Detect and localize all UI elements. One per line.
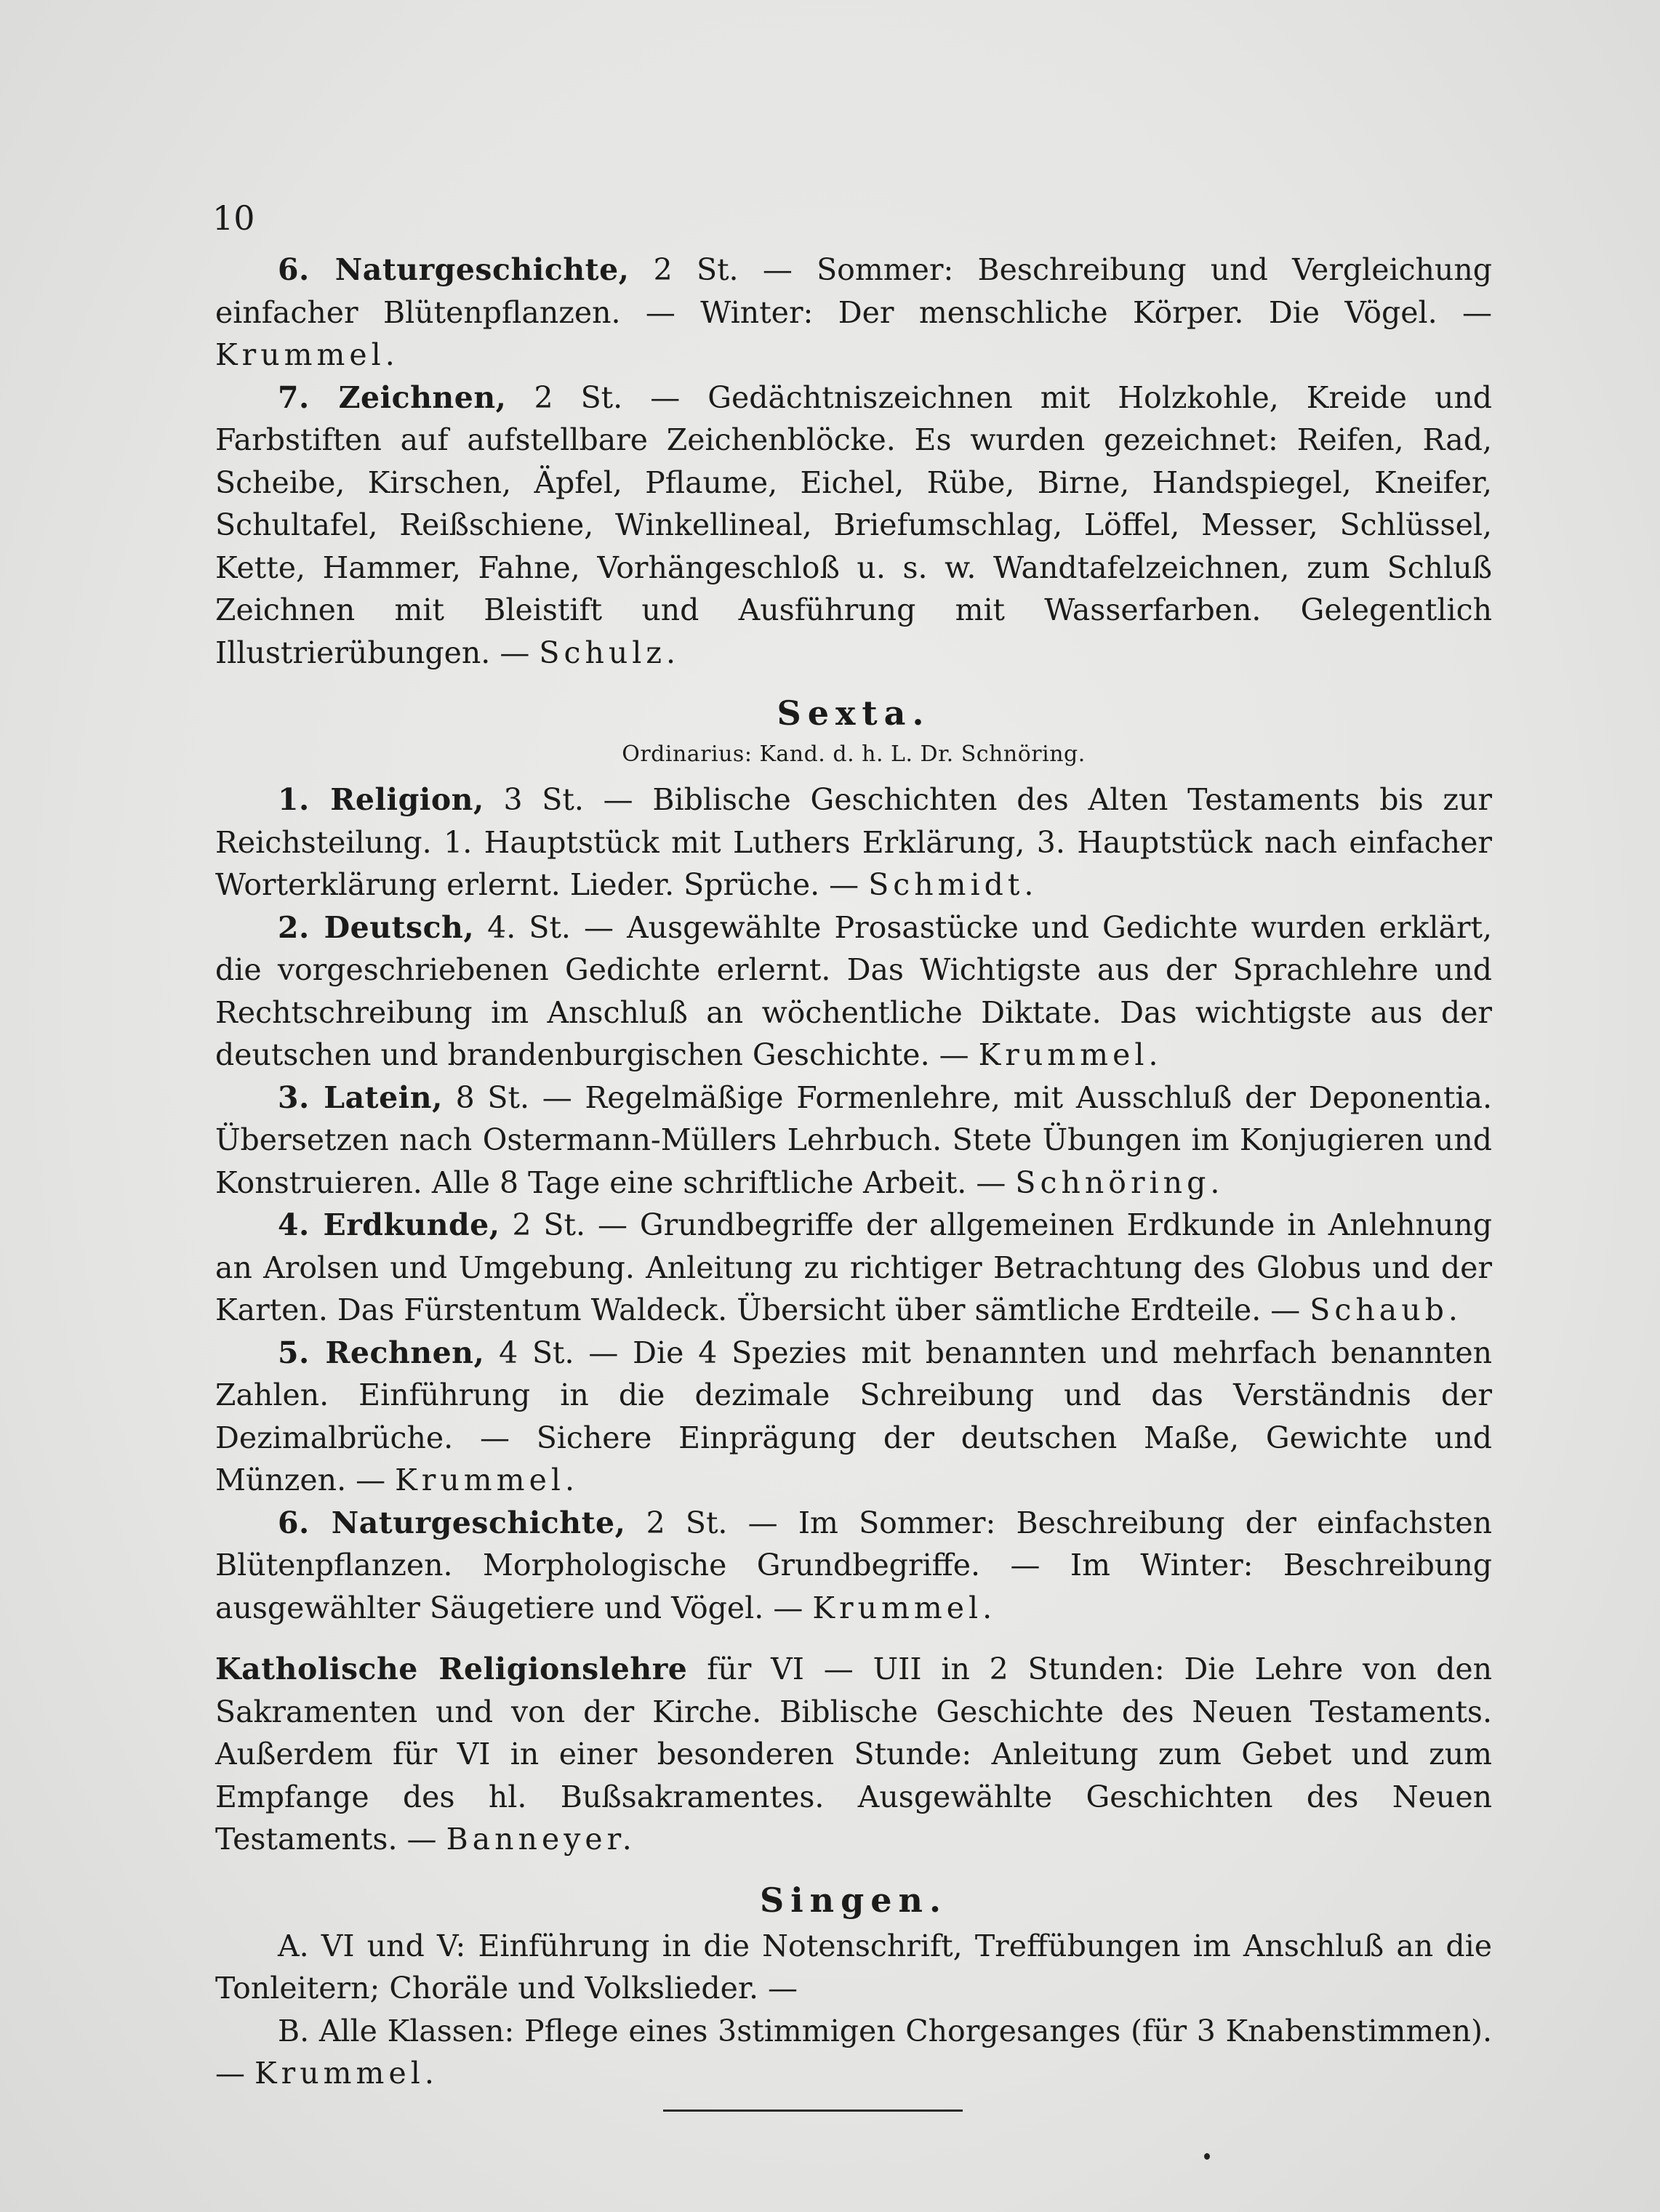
subject-text: 2 St. — Grundbegriffe der allgemeinen Erdkunde in Anlehnung an Arolsen und Umgebung. Anleitung zu richtiger Betrachtung des Globus und der Karten. Das Fürstentum Waldeck. Übersicht über sämtliche Erdteile. — — [215, 1207, 1492, 1327]
subject-text: 4. St. — Ausgewählte Prosastücke und Gedichte wurden erklärt, die vorgeschriebenen Gedichte erlernt. Das Wichtigste aus der Sprachlehre und Rechtschreibung im Anschluß an wöchentliche Diktate. Das wichtigste aus der deutschen und brandenburgischen Geschichte. — — [215, 909, 1492, 1072]
catholic-section — [215, 1648, 1492, 1861]
subject-text: 4 St. — Die 4 Spezies mit benannten und mehrfach benannten Zahlen. Einführung in die dezimale Schreibung und das Verständnis der Dezimalbrüche. — Sichere Einprägung der deutschen Maße, Gewichte und Münzen. — — [215, 1335, 1492, 1497]
subject-paragraph — [215, 1204, 1492, 1332]
singen-text: B. Alle Klassen: Pflege eines 3stimmigen Chorgesanges (für 3 Knabenstimmen). — — [215, 2013, 1492, 2091]
end-rule — [663, 2110, 963, 2112]
subject-heading: 7. Zeichnen, — [278, 379, 507, 415]
subject-heading: 2. Deutsch, — [278, 909, 475, 945]
subject-heading: 4. Erdkunde, — [278, 1207, 500, 1242]
subject-heading: 1. Religion, — [278, 782, 484, 817]
spacer — [215, 1629, 1492, 1648]
subject-paragraph — [215, 249, 1492, 377]
subject-paragraph — [215, 1077, 1492, 1204]
singen-section — [215, 1878, 1492, 2095]
teacher-name: Krummel. — [254, 2056, 438, 2091]
subject-text: 8 St. — Regelmäßige Formenlehre, mit Ausschluß der Deponentia. Übersetzen nach Ostermann-Müllers Lehrbuch. Stete Übungen im Konjugieren und Konstruieren. Alle 8 Tage eine schriftliche Arbeit. — — [215, 1079, 1492, 1200]
teacher-name: Krummel. — [215, 337, 399, 372]
subject-text: 2 St. — Sommer: Beschreibung und Vergleichung einfacher Blütenpflanzen. — Winter: Der menschliche Körper. Die Vögel. — — [215, 252, 1492, 330]
subject-text: 3 St. — Biblische Geschichten des Alten Testaments bis zur Reichsteilung. 1. Hauptstück mit Luthers Erklärung, 3. Hauptstück nach einfacher Worterklärung erlernt. Lieder. Sprüche. — — [215, 782, 1492, 902]
singen-paragraph — [215, 1925, 1492, 2010]
subject-paragraph — [215, 906, 1492, 1077]
subject-text: 2 St. — Gedächtniszeichnen mit Holzkohle, Kreide und Farbstiften auf aufstellbare Zeichenblöcke. Es wurden gezeichnet: Reifen, Rad, Scheibe, Kirschen, Äpfel, Pflaume, Eichel, Rübe, Birne, Handspiegel, Kneifer, Schultafel, Reißschiene, Winkellineal, Briefumschlag, Löffel, Messer, Schlüssel, Kette, Hammer, Fahne, Vorhängeschloß u. s. w. Wandtafelzeichnen, zum Schluß Zeichnen mit Bleistift und Ausführung mit Wasserfarben. Gelegentlich Illustrierübungen. — — [215, 379, 1493, 670]
teacher-name: Krummel. — [812, 1590, 997, 1625]
section-title-singen: Singen. — [759, 1880, 948, 1920]
subject-heading: 6. Naturgeschichte, — [278, 252, 630, 287]
catholic-heading: Katholische Religionslehre — [215, 1652, 688, 1686]
singen-text: A. VI und V: Einführung in die Notenschrift, Treffübungen im Anschluß an die Tonleitern; Choräle und Volkslieder. — — [215, 1928, 1492, 2006]
teacher-name: Krummel. — [395, 1463, 579, 1497]
catholic-paragraph — [215, 1648, 1492, 1861]
subject-text: 2 St. — Im Sommer: Beschreibung der einfachsten Blütenpflanzen. Morphologische Grundbegriffe. — Im Winter: Beschreibung ausgewählter Säugetiere und Vögel. — — [215, 1505, 1492, 1625]
subject-paragraph — [215, 1502, 1492, 1630]
page-content — [212, 196, 1493, 2112]
subject-paragraph — [215, 779, 1492, 906]
subject-paragraph — [215, 1332, 1492, 1502]
singen-paragraph — [215, 2010, 1492, 2095]
section-title-sexta: Sexta. — [777, 693, 931, 733]
teacher-name: Schmidt. — [868, 867, 1038, 902]
ordinarius-line: Ordinarius: Kand. d. h. L. Dr. Schnöring. — [622, 741, 1086, 767]
ink-speck — [1204, 2153, 1210, 2160]
teacher-name: Banneyer. — [446, 1822, 636, 1857]
teacher-name: Schnöring. — [1015, 1165, 1224, 1200]
intro-section — [215, 249, 1492, 674]
page-number: 10 — [212, 198, 255, 238]
subject-heading: 6. Naturgeschichte, — [278, 1505, 626, 1540]
subject-heading: 3. Latein, — [278, 1079, 443, 1115]
teacher-name: Schulz. — [539, 635, 681, 670]
subject-heading: 5. Rechnen, — [278, 1335, 485, 1370]
teacher-name: Schaub. — [1310, 1292, 1462, 1327]
catholic-text: für VI — UII in 2 Stunden: Die Lehre von den Sakramenten und von der Kirche. Biblische Geschichte des Neuen Testaments. Außerdem für VI in einer besonderen Stunde: Anleitung zum Gebet und zum Empfange des hl. Bußsakramentes. Ausgewählte Geschichten des Neuen Testaments. — — [215, 1652, 1493, 1857]
sexta-section — [215, 691, 1492, 1629]
subject-paragraph — [215, 377, 1492, 675]
teacher-name: Krummel. — [978, 1037, 1163, 1072]
